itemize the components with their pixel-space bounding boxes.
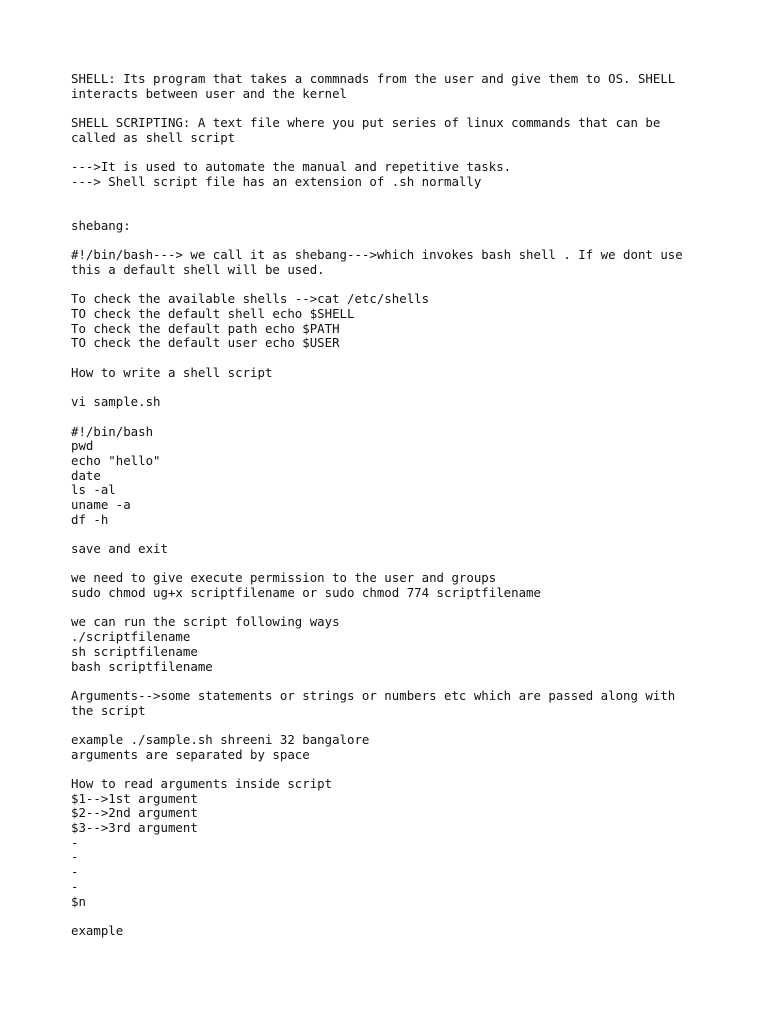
- text-line: we need to give execute permission to the user and groups: [71, 570, 497, 586]
- text-line: SHELL SCRIPTING: A text file where you put series of linux commands that can be: [71, 115, 661, 131]
- text-line: vi sample.sh: [71, 394, 161, 410]
- text-line: this a default shell will be used.: [71, 261, 325, 277]
- text-line: sh scriptfilename: [71, 643, 198, 659]
- blank-line: [71, 278, 731, 293]
- text-line: example: [71, 922, 124, 938]
- text-line: $3-->3rd argument: [71, 820, 198, 836]
- text-line: -: [71, 864, 79, 880]
- code-line: df -h: [71, 511, 109, 527]
- text-line: save and exit: [71, 541, 168, 556]
- text-line: example ./sample.sh shreeni 32 bangalore: [71, 731, 370, 747]
- text-line: -: [71, 834, 79, 850]
- text-line: the script: [71, 702, 146, 718]
- text-line: $2-->2nd argument: [71, 805, 198, 821]
- blank-line: [71, 762, 731, 777]
- code-line: ls -al: [71, 482, 116, 498]
- text-line: interacts between user and the kernel: [71, 85, 348, 101]
- text-line: #!/bin/bash---> we call it as shebang--->which invokes bash shell . If we dont use: [71, 247, 683, 263]
- code-line: pwd: [71, 438, 94, 454]
- blank-line: [71, 145, 731, 160]
- code-line: date: [71, 467, 101, 483]
- blank-line: [71, 380, 731, 395]
- text-line: -: [71, 878, 79, 894]
- text-line: How to write a shell script: [71, 364, 273, 380]
- text-line: $1-->1st argument: [71, 790, 198, 806]
- text-line: How to read arguments inside script: [71, 776, 333, 791]
- text-line: shebang:: [71, 217, 131, 233]
- blank-line: [71, 674, 731, 689]
- text-line: To check the available shells -->cat /etc/shells: [71, 291, 430, 307]
- blank-line: [71, 557, 731, 572]
- blank-line: [71, 101, 731, 116]
- text-line: sudo chmod ug+x scriptfilename or sudo chmod 774 scriptfilename: [71, 585, 541, 601]
- text-line: $n: [71, 893, 86, 909]
- blank-line: [71, 410, 731, 425]
- text-line: ./scriptfilename: [71, 629, 191, 645]
- code-line: uname -a: [71, 496, 131, 512]
- text-line: TO check the default shell echo $SHELL: [71, 306, 355, 321]
- blank-line: [71, 718, 731, 733]
- text-line: ---> Shell script file has an extension of .sh normally: [71, 173, 482, 189]
- text-line: To check the default path echo $PATH: [71, 320, 340, 336]
- text-line: Arguments-->some statements or strings or numbers etc which are passed along with: [71, 687, 676, 703]
- blank-line: [71, 204, 731, 219]
- blank-line: [71, 190, 731, 205]
- text-line: arguments are separated by space: [71, 746, 310, 762]
- text-line: --->It is used to automate the manual and repetitive tasks.: [71, 159, 512, 175]
- code-line: #!/bin/bash: [71, 423, 154, 439]
- text-line: -: [71, 849, 79, 865]
- text-line: bash scriptfilename: [71, 658, 213, 674]
- document-page: [71, 72, 731, 939]
- text-line: called as shell script: [71, 129, 236, 145]
- text-line: we can run the script following ways: [71, 614, 340, 630]
- blank-line: [71, 909, 731, 924]
- text-line: SHELL: Its program that takes a commnads from the user and give them to OS. SHELL: [71, 71, 676, 86]
- blank-line: [71, 601, 731, 616]
- blank-line: [71, 351, 731, 366]
- text-line: TO check the default user echo $USER: [71, 335, 340, 351]
- code-line: echo "hello": [71, 452, 161, 468]
- blank-line: [71, 234, 731, 249]
- blank-line: [71, 527, 731, 542]
